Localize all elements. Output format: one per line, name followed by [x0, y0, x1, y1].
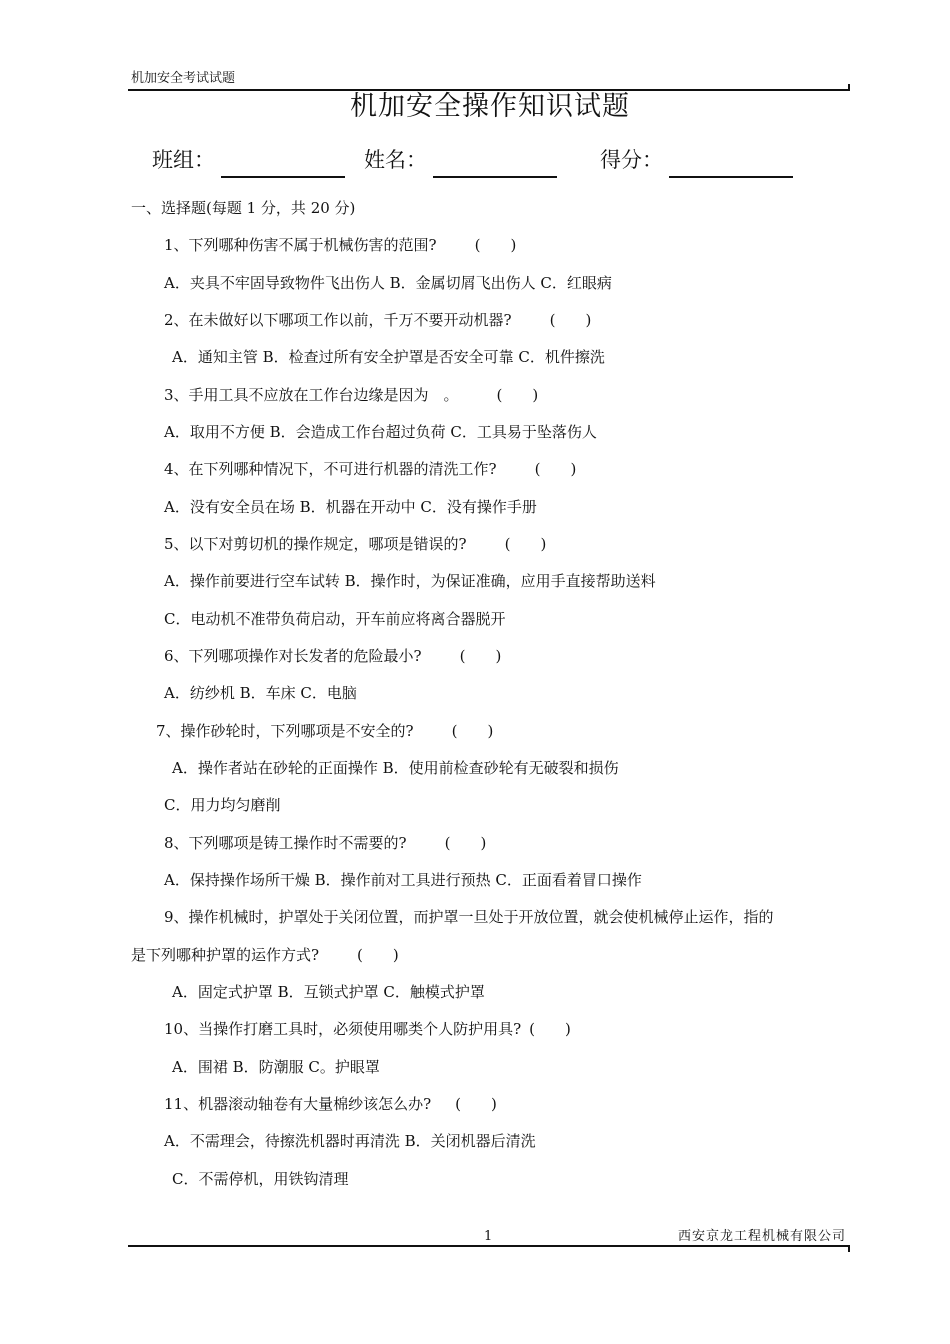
group-blank[interactable]: [221, 150, 345, 178]
options-9: A．固定式护罩 B．互锁式护罩 C．触模式护罩: [172, 983, 485, 1001]
question-1: [164, 234, 516, 256]
score-label: 得分：: [600, 148, 663, 172]
question-4: [164, 458, 576, 480]
footer-rule: [128, 1245, 850, 1247]
options-7b: C．用力均匀磨削: [164, 796, 281, 814]
options-4: A．没有安全员在场 B．机器在开动中 C．没有操作手册: [164, 498, 537, 516]
question-5: [164, 533, 546, 555]
options-5b: C．电动机不准带负荷启动，开车前应将离合器脱开: [164, 610, 506, 628]
question-text: 2、在未做好以下哪项工作以前，千万不要开动机器?: [164, 311, 512, 329]
name-label: 姓名：: [364, 148, 427, 172]
footer-rule-tick: [848, 1245, 850, 1252]
question-text: 10、当操作打磨工具时，必须使用哪类个人防护用具?: [164, 1020, 522, 1038]
options-1: A．夹具不牢固导致物件飞出伤人 B．金属切屑飞出伤人 C．红眼病: [164, 274, 612, 292]
options-10: A．围裙 B．防潮服 C。护眼罩: [172, 1058, 380, 1076]
question-11: [164, 1093, 497, 1115]
question-text: 8、下列哪项是铸工操作时不需要的?: [164, 834, 407, 852]
answer-paren: ( ): [357, 946, 399, 964]
question-9-continued: [131, 944, 399, 966]
question-text: 6、下列哪项操作对长发者的危险最小?: [164, 647, 422, 665]
group-label: 班组：: [152, 148, 215, 172]
question-2: [164, 309, 591, 331]
question-3: [164, 384, 538, 406]
page-number: 1: [484, 1229, 493, 1244]
question-8: [164, 832, 486, 854]
question-text: 4、在下列哪种情况下，不可进行机器的清洗工作?: [164, 460, 497, 478]
company-name: 西安京龙工程机械有限公司: [678, 1229, 847, 1244]
options-8: A．保持操作场所干燥 B．操作前对工具进行预热 C．正面看着冒口操作: [164, 871, 642, 889]
answer-paren: ( ): [504, 535, 547, 553]
answer-paren: ( ): [474, 236, 517, 254]
page-title: 机加安全操作知识试题: [350, 91, 630, 122]
options-7a: A．操作者站在砂轮的正面操作 B．使用前检查砂轮有无破裂和损伤: [172, 759, 619, 777]
name-blank[interactable]: [433, 150, 557, 178]
answer-paren: ( ): [444, 834, 487, 852]
options-5a: A．操作前要进行空车试转 B．操作时，为保证准确，应用手直接帮助送料: [164, 572, 656, 590]
question-text: 3、手用工具不应放在工作台边缘是因为 。: [164, 386, 459, 404]
answer-paren: ( ): [549, 311, 592, 329]
question-text: 11、机器滚动轴卷有大量棉纱该怎么办?: [164, 1095, 432, 1113]
question-9: 9、操作机械时，护罩处于关闭位置，而护罩一旦处于开放位置，就会使机械停止运作，指的: [164, 908, 774, 926]
name-field: [364, 142, 557, 178]
answer-paren: ( ): [496, 386, 539, 404]
score-blank[interactable]: [669, 150, 793, 178]
question-text: 7、操作砂轮时，下列哪项是不安全的?: [156, 722, 414, 740]
options-2: A．通知主管 B．检查过所有安全护罩是否安全可靠 C．机件擦洗: [172, 348, 605, 366]
answer-paren: ( ): [529, 1020, 571, 1038]
question-7: [156, 720, 493, 742]
section-heading: 一、选择题(每题 1 分，共 20 分): [131, 199, 356, 217]
question-text: 1、下列哪种伤害不属于机械伤害的范围?: [164, 236, 437, 254]
answer-paren: ( ): [459, 647, 502, 665]
question-text: 是下列哪种护罩的运作方式?: [131, 946, 320, 964]
running-header: 机加安全考试试题: [131, 71, 236, 86]
score-field: [600, 142, 793, 178]
options-6: A．纺纱机 B．车床 C．电脑: [164, 684, 357, 702]
question-text: 5、以下对剪切机的操作规定，哪项是错误的?: [164, 535, 467, 553]
options-11a: A．不需理会，待擦洗机器时再清洗 B．关闭机器后清洗: [164, 1132, 536, 1150]
answer-paren: ( ): [451, 722, 494, 740]
answer-paren: ( ): [534, 460, 577, 478]
question-10: [164, 1018, 571, 1040]
options-11b: C．不需停机，用铁钩清理: [172, 1170, 349, 1188]
options-3: A．取用不方便 B．会造成工作台超过负荷 C．工具易于坠落伤人: [164, 423, 597, 441]
answer-paren: ( ): [455, 1095, 497, 1113]
group-field: [152, 142, 345, 178]
question-6: [164, 645, 501, 667]
